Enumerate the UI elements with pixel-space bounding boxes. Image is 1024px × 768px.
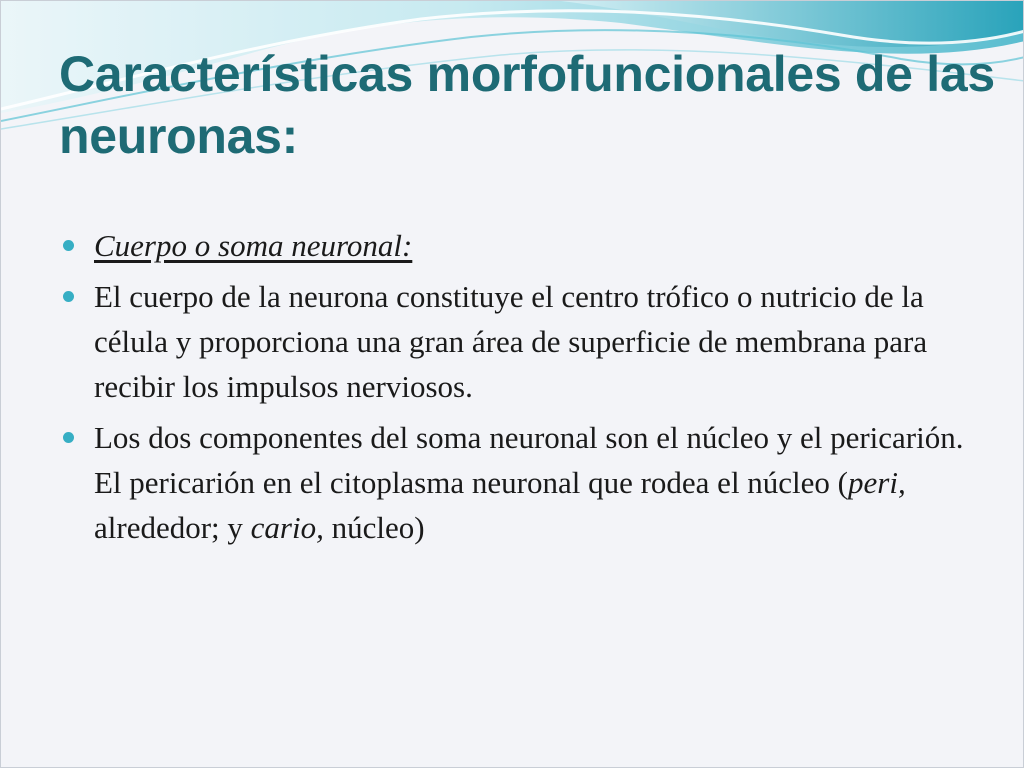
bullet-dot-icon <box>63 240 74 251</box>
bullet-text-italic: cario, <box>250 510 324 545</box>
bullet-item <box>63 223 983 268</box>
bullet-text: El cuerpo de la neurona constituye el centro trófico o nutricio de la célula y proporciona una gran área de superficie de membrana para recibir los impulsos nerviosos. <box>94 279 928 404</box>
bullet-heading: Cuerpo o soma neuronal: <box>94 228 413 263</box>
bullet-text-italic: peri, <box>848 465 906 500</box>
bullet-text-part: Los dos componentes del soma neuronal son el núcleo y el pericarión. El pericarión en el citoplasma neuronal que rodea el núcleo ( <box>94 420 964 500</box>
bullet-item <box>63 415 983 550</box>
bullet-text-part: alrededor; y <box>94 510 251 545</box>
bullet-list <box>63 223 983 556</box>
bullet-dot-icon <box>63 432 74 443</box>
bullet-dot-icon <box>63 291 74 302</box>
bullet-text-part: núcleo) <box>323 510 425 545</box>
bullet-item <box>63 274 983 409</box>
slide-title: Características morfofuncionales de las neuronas: <box>59 46 995 164</box>
